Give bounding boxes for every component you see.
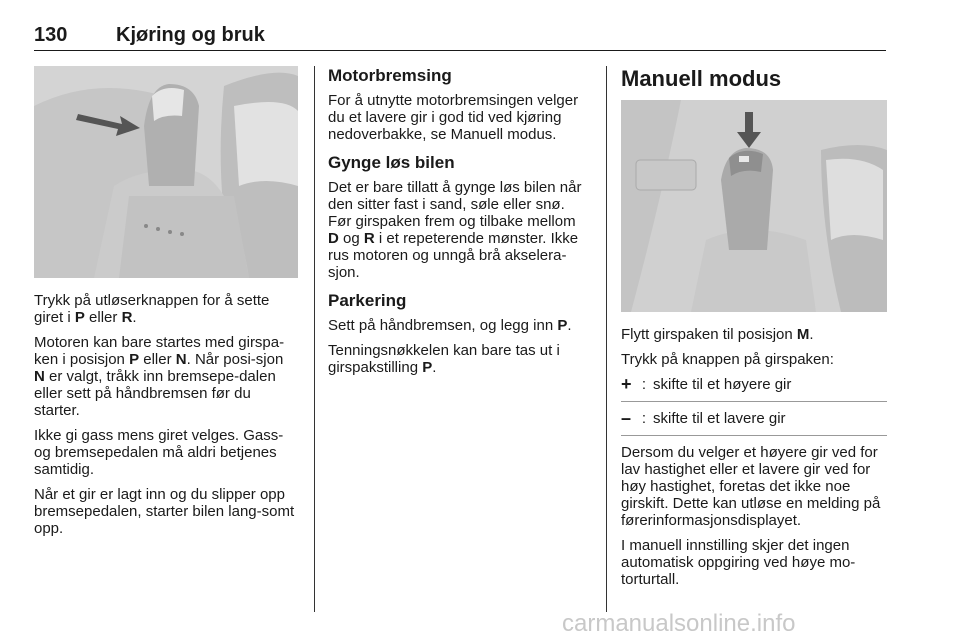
gear-limit-text: Dersom du velger et høyere gir ved for lav hastighet eller et lavere gir ved for høy hastighet, foretas det ikke noe girskift. Dette kan utløse en melding på førerinformasjonsdisplayet. (621, 444, 881, 529)
upshift-label: skifte til et høyere gir (653, 376, 792, 393)
page-header (34, 16, 886, 51)
creep-text: Når et gir er lagt inn og du slipper opp bremsepedalen, starter bilen lang-somt opp. (34, 486, 295, 537)
release-button-text: Trykk på utløserknappen for å sette giret i P eller R. (34, 292, 270, 326)
page-title: Kjøring og bruk (116, 24, 265, 46)
heading-engine-braking: Motorbremsing (328, 66, 452, 85)
heading-parking: Parkering (328, 291, 407, 310)
column-right (621, 66, 887, 596)
rocking-text: Det er bare tillatt å gynge løs bilen når den sitter fast i sand, søle eller snø. Før girspaken frem og tilbake mellom D og R i et repeterende mønster. Ikke rus motoren og unngå brå akselera-sjon. (328, 179, 582, 281)
manual-mode-photo (621, 100, 887, 312)
engine-start-text: Motoren kan bare startes med girspa-ken i posisjon P eller N. Når posi-sjon N er valgt, tråkk inn bremsepe-dalen eller sett på håndbremsen før du starter. (34, 334, 285, 419)
engine-braking-text: For å utnytte motorbremsingen velger du et lavere gir i god tid ved kjøring nedoverbakke, se Manuell modus. (328, 92, 579, 143)
upshift-row: + : skifte til et høyere gir (621, 374, 792, 394)
downshift-label: skifte til et lavere gir (653, 410, 786, 427)
parking-text: Sett på håndbremsen, og legg inn P. (328, 317, 572, 334)
manual-shift-illustration (621, 100, 887, 312)
gear-lever-photo (34, 66, 298, 278)
key-divider (621, 401, 887, 402)
heading-rocking: Gynge løs bilen (328, 153, 455, 172)
move-to-m-text: Flytt girspaken til posisjon M. (621, 326, 814, 343)
column-divider (606, 66, 607, 612)
heading-manual-mode: Manuell modus (621, 66, 782, 91)
key-divider (621, 435, 887, 436)
no-auto-upshift-text: I manuell innstilling skjer det ingen automatisk oppgiring ved høye mo-torturtall. (621, 537, 856, 588)
column-left (34, 66, 298, 545)
minus-icon: – (621, 408, 632, 428)
plus-icon: + (621, 374, 632, 394)
column-divider (314, 66, 315, 612)
page-number: 130 (34, 24, 68, 46)
press-button-text: Trykk på knappen på girspaken: (621, 351, 834, 368)
no-throttle-text: Ikke gi gass mens giret velges. Gass- og bremsepedalen må aldri betjenes samtidig. (34, 427, 284, 478)
downshift-row: – : skifte til et lavere gir (621, 408, 786, 428)
column-middle (328, 66, 590, 384)
key-removal-text: Tenningsnøkkelen kan bare tas ut i girspakstilling P. (328, 342, 560, 376)
gear-selector-illustration (34, 66, 298, 278)
watermark: carmanualsonline.info (562, 610, 796, 637)
